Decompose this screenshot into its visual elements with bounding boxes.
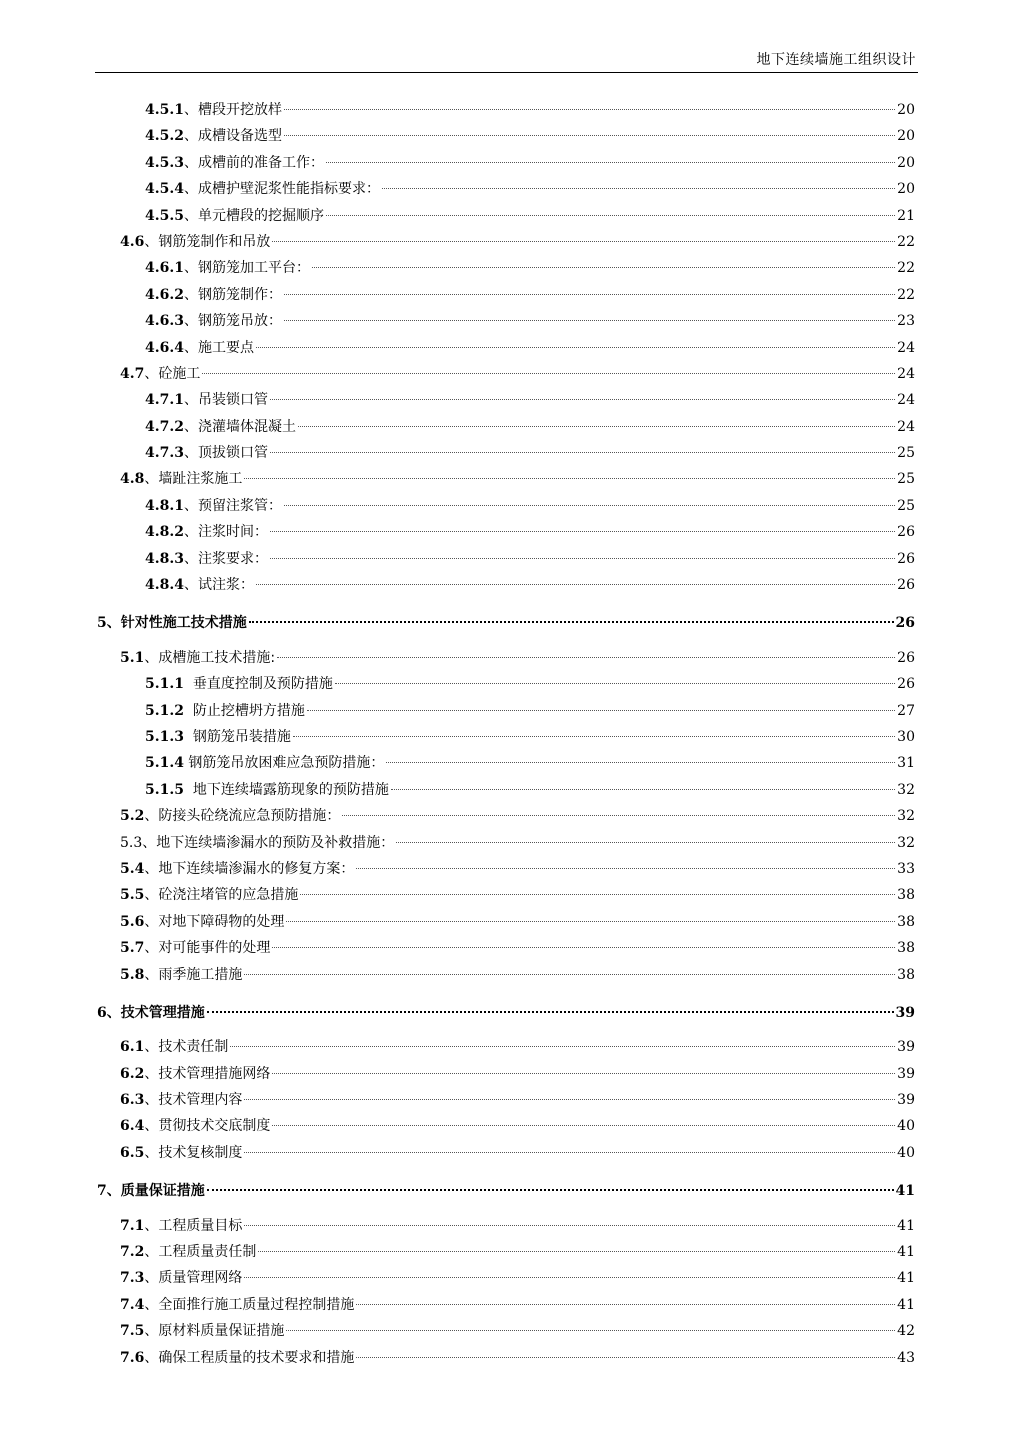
toc-dot-leader: [326, 215, 895, 216]
toc-entry-label: 、注浆时间：: [183, 524, 268, 541]
toc-entry-number: 5.5: [120, 887, 145, 904]
toc-entry-page-number: 39: [895, 1004, 915, 1021]
toc-entry-number: 6.4: [120, 1118, 145, 1135]
toc-entry-page-number: 26: [897, 649, 915, 666]
toc-entry-page-number: 25: [897, 497, 915, 514]
toc-entry-label: 、确保工程质量的技术要求和措施: [144, 1349, 355, 1366]
toc-dot-leader: [298, 426, 895, 427]
toc-entry-number: 5.6: [120, 913, 145, 930]
toc-entry-page-number: 41: [897, 1217, 915, 1234]
toc-entry[interactable]: [0, 546, 1012, 572]
toc-entry-label: 、工程质量目标: [144, 1217, 243, 1234]
toc-entry[interactable]: [0, 572, 1012, 598]
toc-entry-number: 4.8.2: [145, 524, 184, 541]
toc-entry[interactable]: [0, 1000, 1012, 1026]
toc-entry-page-number: 21: [897, 207, 915, 224]
toc-entry[interactable]: [0, 97, 1012, 123]
toc-entry-number: 7: [97, 1183, 107, 1200]
toc-entry-label: 、砼浇注堵管的应急措施: [144, 887, 299, 904]
toc-entry-page-number: 32: [897, 808, 915, 825]
toc-entry-number: 4.7.2: [145, 418, 184, 435]
toc-entry-label: 、原材料质量保证措施: [144, 1323, 285, 1340]
toc-dot-leader: [244, 478, 895, 479]
toc-dot-leader: [286, 921, 895, 922]
toc-entry-label: 、技术复核制度: [144, 1144, 243, 1161]
toc-dot-leader: [284, 505, 895, 506]
toc-entry-number: 6.1: [120, 1039, 145, 1056]
toc-entry-page-number: 22: [897, 233, 915, 250]
toc-dot-leader: [382, 188, 895, 189]
toc-entry-number: 4.6.3: [145, 313, 184, 330]
toc-entry-number: 4.6.1: [145, 260, 184, 277]
toc-entry[interactable]: [0, 1239, 1012, 1265]
toc-entry-page-number: 40: [897, 1118, 915, 1135]
toc-entry-label: 垂直度控制及预防措施: [183, 676, 333, 693]
toc-entry-number: 4.5.5: [145, 207, 184, 224]
toc-entry-page-number: 26: [897, 676, 915, 693]
toc-entry-page-number: 26: [895, 615, 915, 632]
toc-entry-label: 防止挖槽坍方措施: [183, 702, 305, 719]
toc-entry-page-number: 41: [897, 1270, 915, 1287]
toc-entry-label: 、成槽护壁泥浆性能指标要求：: [183, 181, 380, 198]
toc-dot-leader: [356, 868, 895, 869]
toc-dot-leader: [312, 267, 895, 268]
toc-entry[interactable]: [0, 935, 1012, 961]
toc-entry-page-number: 39: [897, 1039, 915, 1056]
toc-entry-page-number: 20: [897, 102, 915, 118]
toc-entry[interactable]: [0, 123, 1012, 149]
toc-entry-page-number: 41: [897, 1296, 915, 1313]
toc-entry-page-number: 32: [897, 834, 915, 851]
toc-entry-label: 、钢筋笼吊放：: [183, 313, 282, 330]
toc-entry-number: 4.8.3: [145, 550, 184, 567]
toc-dot-leader: [202, 373, 895, 374]
toc-entry-number: 4.6.4: [145, 339, 184, 356]
toc-entry[interactable]: [0, 466, 1012, 492]
toc-dot-leader: [230, 1046, 895, 1047]
toc-entry-label: 、槽段开挖放样: [183, 102, 282, 118]
toc-entry-label: 、注浆要求：: [183, 550, 268, 567]
toc-entry-number: 5.1.4: [145, 755, 184, 772]
toc-dot-leader: [272, 1125, 895, 1126]
toc-entry[interactable]: [0, 1034, 1012, 1060]
toc-entry[interactable]: [0, 909, 1012, 935]
toc-entry-number: 6.2: [120, 1065, 145, 1082]
toc-entry-label: 、防接头砼绕流应急预防措施：: [144, 808, 341, 825]
toc-entry[interactable]: [0, 1087, 1012, 1113]
toc-entry-number: 5.1: [120, 649, 145, 666]
toc-dot-leader: [396, 842, 895, 843]
toc-entry[interactable]: [0, 150, 1012, 176]
toc-entry[interactable]: [0, 1265, 1012, 1291]
toc-entry-label: 钢筋笼吊装措施: [183, 728, 291, 745]
toc-dot-leader: [207, 1189, 894, 1191]
header-title: 地下连续墙施工组织设计: [756, 52, 916, 68]
toc-entry[interactable]: [0, 255, 1012, 281]
toc-entry-label: 、技术管理措施: [106, 1004, 205, 1021]
toc-dot-leader: [284, 109, 895, 110]
toc-entry-number: 5.4: [120, 860, 145, 877]
toc-entry[interactable]: [0, 203, 1012, 229]
toc-entry-page-number: 38: [897, 887, 915, 904]
toc-entry-number: 4.5.1: [145, 102, 184, 118]
toc-entry-number: 4.5.3: [145, 154, 184, 171]
toc-entry-label: 、技术管理内容: [144, 1092, 243, 1109]
toc-entry-number: 7.1: [120, 1217, 145, 1234]
toc-entry-page-number: 24: [897, 339, 915, 356]
toc-entry-page-number: 26: [897, 550, 915, 567]
toc-entry[interactable]: [0, 830, 1012, 856]
toc-entry-number: 5.8: [120, 966, 145, 983]
toc-entry[interactable]: [0, 308, 1012, 334]
toc-entry-label: 、试注浆：: [183, 577, 254, 594]
table-of-contents: [0, 97, 1012, 1371]
toc-entry-label: 、对可能事件的处理: [144, 940, 271, 957]
toc-entry-page-number: 20: [897, 181, 915, 198]
toc-dot-leader: [284, 135, 895, 136]
toc-dot-leader: [244, 1277, 895, 1278]
toc-dot-leader: [300, 894, 895, 895]
toc-entry[interactable]: [0, 724, 1012, 750]
toc-entry-page-number: 42: [897, 1323, 915, 1340]
toc-entry-number: 4.6: [120, 233, 145, 250]
toc-entry-page-number: 41: [895, 1183, 915, 1200]
toc-entry[interactable]: [0, 882, 1012, 908]
toc-dot-leader: [244, 1225, 895, 1226]
toc-entry-number: 5.1.2: [145, 702, 184, 719]
toc-entry-number: 4.8.4: [145, 577, 184, 594]
toc-entry[interactable]: [0, 671, 1012, 697]
toc-entry-number: 6.5: [120, 1144, 145, 1161]
toc-entry-page-number: 23: [897, 313, 915, 330]
toc-dot-leader: [272, 241, 895, 242]
toc-entry-number: 4.7: [120, 365, 145, 382]
toc-dot-leader: [284, 320, 895, 321]
toc-entry-number: 7.5: [120, 1323, 145, 1340]
toc-entry-number: 5.1.1: [145, 676, 184, 693]
toc-entry[interactable]: [0, 777, 1012, 803]
toc-dot-leader: [270, 531, 895, 532]
toc-entry-number: 5.7: [120, 940, 145, 957]
toc-dot-leader: [270, 452, 895, 453]
toc-entry-page-number: 24: [897, 418, 915, 435]
toc-entry-label: 、砼施工: [144, 365, 201, 382]
toc-entry-page-number: 20: [897, 128, 915, 145]
toc-entry-label: 、雨季施工措施: [144, 966, 243, 983]
toc-entry-page-number: 38: [897, 913, 915, 930]
toc-dot-leader: [342, 815, 895, 816]
toc-entry[interactable]: [0, 519, 1012, 545]
toc-entry-page-number: 20: [897, 154, 915, 171]
toc-entry-page-number: 32: [897, 781, 915, 798]
toc-entry-page-number: 41: [897, 1244, 915, 1261]
toc-entry-label: 、钢筋笼加工平台：: [183, 260, 310, 277]
toc-dot-leader: [356, 1357, 895, 1358]
toc-entry-label: 、钢筋笼制作：: [183, 286, 282, 303]
toc-entry[interactable]: [0, 361, 1012, 387]
toc-entry-label: 、成槽施工技术措施:: [144, 649, 276, 666]
toc-entry[interactable]: [0, 645, 1012, 671]
toc-entry-page-number: 22: [897, 260, 915, 277]
toc-entry-label: 、质量管理网络: [144, 1270, 243, 1287]
toc-dot-leader: [258, 1251, 895, 1252]
toc-entry-label: 、地下连续墙渗漏水的修复方案：: [144, 860, 355, 877]
toc-entry-page-number: 31: [897, 755, 915, 772]
toc-entry-page-number: 33: [897, 860, 915, 877]
toc-entry-page-number: 40: [897, 1144, 915, 1161]
toc-entry-label: 、针对性施工技术措施: [106, 615, 247, 632]
toc-entry[interactable]: [0, 750, 1012, 776]
toc-entry[interactable]: [0, 962, 1012, 988]
toc-entry-label: 钢筋笼吊放困难应急预防措施：: [183, 755, 385, 772]
page-header: [95, 46, 918, 73]
toc-dot-leader: [207, 1011, 894, 1013]
toc-entry-number: 5.1.5: [145, 781, 184, 798]
toc-entry-page-number: 43: [897, 1349, 915, 1366]
toc-entry-number: 4.7.3: [145, 445, 184, 462]
toc-entry[interactable]: [0, 176, 1012, 202]
toc-dot-leader: [391, 789, 895, 790]
toc-entry-label: 、对地下障碍物的处理: [144, 913, 285, 930]
toc-entry-label: 、钢筋笼制作和吊放: [144, 233, 271, 250]
toc-entry-number: 7.6: [120, 1349, 145, 1366]
toc-entry[interactable]: [0, 1140, 1012, 1166]
toc-dot-leader: [244, 974, 895, 975]
toc-entry[interactable]: [0, 440, 1012, 466]
toc-entry-label: 地下连续墙露筋现象的预防措施: [183, 781, 389, 798]
toc-entry-number: 5.3: [120, 834, 143, 851]
toc-entry-page-number: 25: [897, 471, 915, 488]
toc-entry-number: 6: [97, 1004, 107, 1021]
toc-entry[interactable]: [0, 282, 1012, 308]
toc-entry-label: 、技术责任制: [144, 1039, 229, 1056]
toc-entry[interactable]: [0, 493, 1012, 519]
toc-entry[interactable]: [0, 414, 1012, 440]
toc-entry-page-number: 24: [897, 392, 915, 409]
toc-entry-number: 7.3: [120, 1270, 145, 1287]
toc-entry-page-number: 25: [897, 445, 915, 462]
toc-entry-number: 4.8: [120, 471, 145, 488]
toc-entry-page-number: 38: [897, 966, 915, 983]
toc-entry[interactable]: [0, 1318, 1012, 1344]
toc-entry-number: 4.6.2: [145, 286, 184, 303]
toc-entry-page-number: 26: [897, 577, 915, 594]
toc-dot-leader: [272, 947, 895, 948]
toc-entry-label: 、工程质量责任制: [144, 1244, 257, 1261]
toc-entry[interactable]: [0, 1113, 1012, 1139]
toc-entry-number: 6.3: [120, 1092, 145, 1109]
toc-entry-number: 5: [97, 615, 107, 632]
toc-entry-label: 、墙趾注浆施工: [144, 471, 243, 488]
toc-dot-leader: [293, 736, 895, 737]
toc-entry-label: 、吊装锁口管: [183, 392, 268, 409]
toc-entry[interactable]: [0, 335, 1012, 361]
toc-dot-leader: [256, 347, 895, 348]
toc-entry-page-number: 39: [897, 1092, 915, 1109]
toc-entry-page-number: 26: [897, 524, 915, 541]
toc-dot-leader: [326, 162, 895, 163]
toc-entry-number: 7.2: [120, 1244, 145, 1261]
toc-entry[interactable]: [0, 1178, 1012, 1204]
toc-entry[interactable]: [0, 229, 1012, 255]
toc-entry[interactable]: [0, 1292, 1012, 1318]
toc-entry[interactable]: [0, 387, 1012, 413]
toc-entry-label: 、预留注浆管：: [183, 497, 282, 514]
toc-entry-number: 4.5.2: [145, 128, 184, 145]
toc-entry[interactable]: [0, 856, 1012, 882]
toc-entry-label: 、浇灌墙体混凝土: [183, 418, 296, 435]
toc-dot-leader: [277, 657, 895, 658]
toc-entry-label: 、成槽设备选型: [183, 128, 282, 145]
toc-entry[interactable]: [0, 698, 1012, 724]
toc-dot-leader: [272, 1073, 895, 1074]
toc-entry-label: 、贯彻技术交底制度: [144, 1118, 271, 1135]
toc-dot-leader: [244, 1099, 895, 1100]
toc-entry[interactable]: [0, 1061, 1012, 1087]
toc-entry-label: 、施工要点: [183, 339, 254, 356]
toc-dot-leader: [286, 1330, 895, 1331]
toc-entry[interactable]: [0, 1345, 1012, 1371]
toc-dot-leader: [284, 294, 895, 295]
toc-entry-number: 5.2: [120, 808, 145, 825]
toc-entry-label: 、顶拔锁口管: [183, 445, 268, 462]
toc-entry-number: 4.8.1: [145, 497, 184, 514]
toc-dot-leader: [386, 762, 895, 763]
toc-entry-page-number: 27: [897, 702, 915, 719]
toc-entry-number: 4.5.4: [145, 181, 184, 198]
toc-entry-label: 、技术管理措施网络: [144, 1065, 271, 1082]
toc-dot-leader: [270, 399, 895, 400]
toc-dot-leader: [244, 1152, 895, 1153]
toc-entry-number: 5.1.3: [145, 728, 184, 745]
toc-dot-leader: [307, 710, 895, 711]
toc-entry-page-number: 38: [897, 940, 915, 957]
toc-dot-leader: [256, 584, 895, 585]
toc-dot-leader: [356, 1304, 895, 1305]
toc-entry[interactable]: [0, 610, 1012, 636]
toc-entry-label: 、全面推行施工质量过程控制措施: [144, 1296, 355, 1313]
toc-dot-leader: [270, 558, 895, 559]
toc-entry-page-number: 30: [897, 728, 915, 745]
toc-entry-label: 、单元槽段的挖掘顺序: [183, 207, 324, 224]
toc-entry-label: 、成槽前的准备工作：: [183, 154, 324, 171]
toc-dot-leader: [335, 683, 895, 684]
toc-entry-page-number: 22: [897, 286, 915, 303]
toc-entry-label: 、地下连续墙渗漏水的预防及补救措施：: [142, 834, 395, 851]
toc-entry-page-number: 39: [897, 1065, 915, 1082]
toc-dot-leader: [249, 621, 894, 623]
toc-entry-number: 7.4: [120, 1296, 145, 1313]
toc-entry-page-number: 24: [897, 365, 915, 382]
toc-entry[interactable]: [0, 803, 1012, 829]
toc-entry-number: 4.7.1: [145, 392, 184, 409]
toc-entry-label: 、质量保证措施: [106, 1183, 205, 1200]
toc-entry[interactable]: [0, 1213, 1012, 1239]
